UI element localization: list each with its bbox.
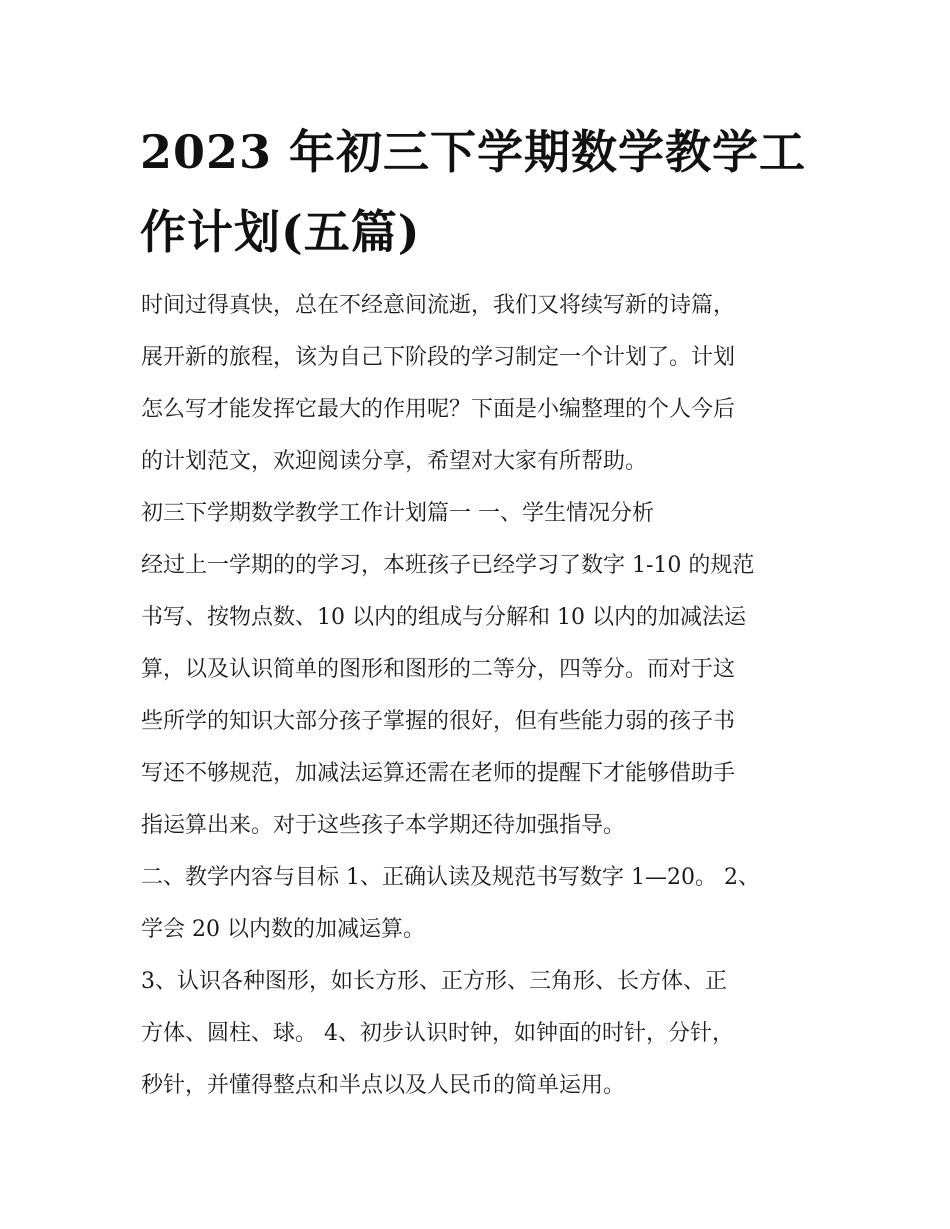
document-title xyxy=(140,112,820,272)
title-line-1: 2023 年初三下学期数学教学工 xyxy=(140,125,807,179)
body-line: 学会 20 以内数的加减运算。 xyxy=(141,917,425,942)
body-line: 怎么写才能发挥它最大的作用呢？下面是小编整理的个人今后 xyxy=(141,397,736,422)
body-line: 写还不够规范，加减法运算还需在老师的提醒下才能够借助手 xyxy=(141,761,736,786)
section-heading-line: 二、教学内容与目标 1、正确认读及规范书写数字 1—20。 2、 xyxy=(141,865,760,890)
body-line: 展开新的旅程，该为自己下阶段的学习制定一个计划了。计划 xyxy=(141,345,736,370)
section-heading-line: 初三下学期数学教学工作计划篇一 一、学生情况分析 xyxy=(141,501,654,526)
document-body xyxy=(141,280,821,1112)
body-line: 书写、按物点数、10 以内的组成与分解和 10 以内的加减法运 xyxy=(141,605,746,630)
body-line: 指运算出来。对于这些孩子本学期还待加强指导。 xyxy=(141,813,626,838)
body-line: 的计划范文，欢迎阅读分享，希望对大家有所帮助。 xyxy=(141,449,648,474)
body-line: 经过上一学期的的学习，本班孩子已经学习了数字 1-10 的规范 xyxy=(141,553,755,578)
body-line: 方体、圆柱、球。 4、初步认识时钟，如钟面的时针，分针， xyxy=(141,1021,734,1046)
body-line: 3、认识各种图形，如长方形、正方形、三角形、长方体、正 xyxy=(141,969,727,994)
body-line: 时间过得真快，总在不经意间流逝，我们又将续写新的诗篇， xyxy=(141,293,736,318)
body-line: 些所学的知识大部分孩子掌握的很好，但有些能力弱的孩子书 xyxy=(141,709,736,734)
title-line-2: 作计划(五篇) xyxy=(140,205,421,259)
body-line: 算，以及认识简单的图形和图形的二等分，四等分。而对于这 xyxy=(141,657,736,682)
body-line: 秒针，并懂得整点和半点以及人民币的简单运用。 xyxy=(141,1073,626,1098)
